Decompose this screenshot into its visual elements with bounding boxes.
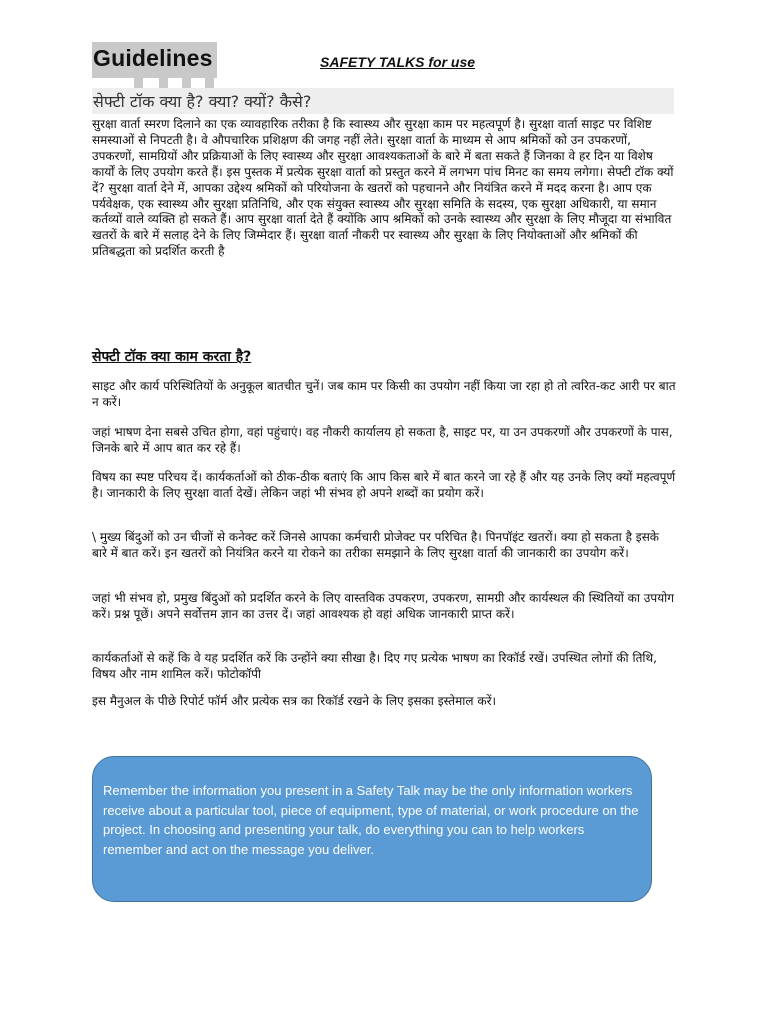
title-highlight-marks <box>134 78 214 88</box>
paragraph-7: इस मैनुअल के पीछे रिपोर्ट फॉर्म और प्रत्येक सत्र का रिकॉर्ड रखने के लिए इसका इस्तेमाल करें। <box>92 694 497 708</box>
section-heading: सेफ्टी टॉक क्या काम करता है? <box>92 349 252 365</box>
page-title: Guidelines <box>93 45 213 71</box>
page-subtitle: SAFETY TALKS for use <box>320 54 476 70</box>
callout-text: Remember the information you present in a Safety Talk may be the only information workers receive about a particular tool, piece of equipment, type of material, or work procedure on the project. In choosing and presenting your talk, do everything you can to help workers remember and act on the message you deliver. <box>103 783 639 857</box>
question-heading: सेफ्टी टॉक क्या है? क्या? क्यों? कैसे? <box>93 92 312 111</box>
paragraph-1: साइट और कार्य परिस्थितियों के अनुकूल बातचीत चुनें। जब काम पर किसी का उपयोग नहीं किया जा रहा हो तो त्वरित-कट आरी पर बात न करें। <box>92 379 676 409</box>
paragraph-6: कार्यकर्ताओं से कहें कि वे यह प्रदर्शित करें कि उन्होंने क्या सीखा है। दिए गए प्रत्येक भाषण का रिकॉर्ड रखें। उपस्थित लोगों की तिथि, विषय और नाम शामिल करें। फोटोकॉपी <box>92 651 657 681</box>
paragraph-2: जहां भाषण देना सबसे उचित होगा, वहां पहुंचाएं। वह नौकरी कार्यालय हो सकता है, साइट पर, या उन उपकरणों और उपकरणों के पास, जिनके बारे में आप बात कर रहे हैं। <box>92 425 673 455</box>
paragraph-3: विषय का स्पष्ट परिचय दें। कार्यकर्ताओं को ठीक-ठीक बताएं कि आप किस बारे में बात करने जा रहे हैं और यह उनके लिए क्यों महत्वपूर्ण है। जानकारी के लिए सुरक्षा वार्ता देखें। लेकिन जहां भी संभव हो अपने शब्दों का प्रयोग करें। <box>92 470 676 500</box>
paragraph-4: \ मुख्य बिंदुओं को उन चीजों से कनेक्ट करें जिनसे आपका कर्मचारी प्रोजेक्ट पर परिचित है। पिनपॉइंट खतरों। क्या हो सकता है इसके बारे में बात करें। इन खतरों को नियंत्रित करने या रोकने का तरीका समझाने के लिए सुरक्षा वार्ता की जानकारी का उपयोग करें। <box>92 530 660 560</box>
paragraph-5: जहां भी संभव हो, प्रमुख बिंदुओं को प्रदर्शित करने के लिए वास्तविक उपकरण, उपकरण, सामग्री और कार्यस्थल की स्थितियों का उपयोग करें। प्रश्न पूछें। अपने सर्वोत्तम ज्ञान का उत्तर दें। जहां आवश्यक हो वहां अधिक जानकारी प्राप्त करें। <box>92 591 675 621</box>
intro-paragraph: सुरक्षा वार्ता स्मरण दिलाने का एक व्यावहारिक तरीका है कि स्वास्थ्य और सुरक्षा काम पर महत्वपूर्ण है। सुरक्षा वार्ता साइट पर विशिष्ट समस्याओं से निपटती है। वे औपचारिक प्रशिक्षण की जगह नहीं लेते। सुरक्षा वार्ता के माध्यम से आप श्रमिकों को उन उपकरणों, उपकरणों, सामग्रियों और प्रक्रियाओं के लिए स्वास्थ्य और सुरक्षा आवश्यकताओं के बारे में बता सकते हैं जिनका वे हर दिन या विशेष कार्यों के लिए उपयोग करते हैं। इस पुस्तक में प्रत्येक सुरक्षा वार्ता को प्रस्तुत करने में लगभग पांच मिनट का समय लगेगा। सेफ्टी टॉक क्यों दें? सुरक्षा वार्ता देने में, आपका उद्देश्य श्रमिकों को परियोजना के खतरों को पहचानने और नियंत्रित करने में मदद करना है। आप एक पर्यवेक्षक, एक स्वास्थ्य और सुरक्षा प्रतिनिधि, और एक संयुक्त स्वास्थ्य और सुरक्षा समिति के सदस्य, एक सुरक्षा अधिकारी, या समान कर्तव्यों वाले व्यक्ति हो सकते हैं। आप सुरक्षा वार्ता देते हैं क्योंकि आप श्रमिकों को उनके स्वास्थ्य और सुरक्षा के लिए मौजूदा या संभावित खतरों के बारे में सलाह देने के लिए जिम्मेदार हैं। सुरक्षा वार्ता नौकरी पर स्वास्थ्य और सुरक्षा के लिए नियोक्ताओं और श्रमिकों की प्रतिबद्धता को प्रदर्शित करती है <box>92 117 674 259</box>
